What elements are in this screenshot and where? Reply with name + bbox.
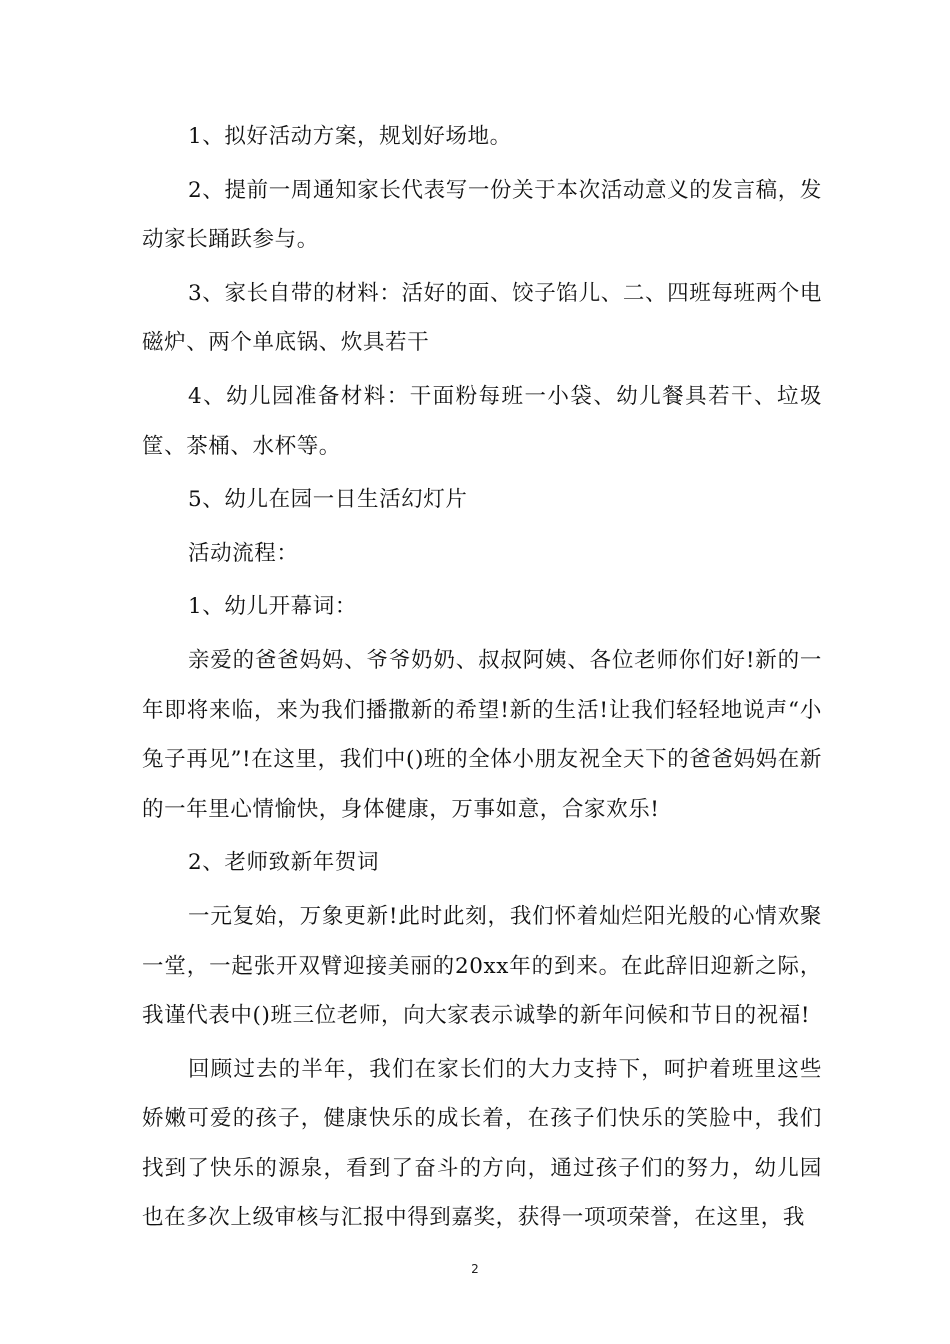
paragraph-greeting: 一元复始，万象更新!此时此刻，我们怀着灿烂阳光般的心情欢聚一堂，一起张开双臂迎接美丽的20xx年的到来。在此辞旧迎新之际，我谨代表中()班三位老师，向大家表示诚挚的新年问候和节日的祝福! [142,903,822,1029]
paragraph-review: 回顾过去的半年，我们在家长们的大力支持下，呵护着班里这些娇嫩可爱的孩子，健康快乐的成长着，在孩子们快乐的笑脸中，我们找到了快乐的源泉，看到了奋斗的方向，通过孩子们的努力，幼儿园也在多次上级审核与汇报中得到嘉奖，获得一项项荣誉，在这里，我 [142,1056,822,1231]
paragraph-prep-4: 4、幼儿园准备材料：干面粉每班一小袋、幼儿餐具若干、垃圾筐、茶桶、水杯等。 [142,383,822,459]
paragraph-prep-1: 1、拟好活动方案，规划好场地。 [188,124,512,149]
page-content [142,112,822,1247]
paragraph-flow-2-title: 2、老师致新年贺词 [188,850,380,876]
paragraph-prep-3: 3、家长自带的材料：活好的面、饺子馅儿、二、四班每班两个电磁炉、两个单底锅、炊具若干 [142,280,822,356]
paragraph-prep-5: 5、幼儿在园一日生活幻灯片 [188,487,468,513]
paragraph-prep-2: 2、提前一周通知家长代表写一份关于本次活动意义的发言稿，发动家长踊跃参与。 [142,177,822,253]
page-number: 2 [471,1262,479,1276]
paragraph-flow-1-title: 1、幼儿开幕词： [188,594,357,620]
section-heading-flow: 活动流程： [188,540,299,566]
paragraph-opening-speech: 亲爱的爸爸妈妈、爷爷奶奶、叔叔阿姨、各位老师你们好!新的一年即将来临，来为我们播撒新的希望!新的生活!让我们轻轻地说声“小兔子再见”!在这里，我们中()班的全体小朋友祝全天下的爸爸妈妈在新的一年里心情愉快，身体健康，万事如意，合家欢乐! [142,647,822,822]
